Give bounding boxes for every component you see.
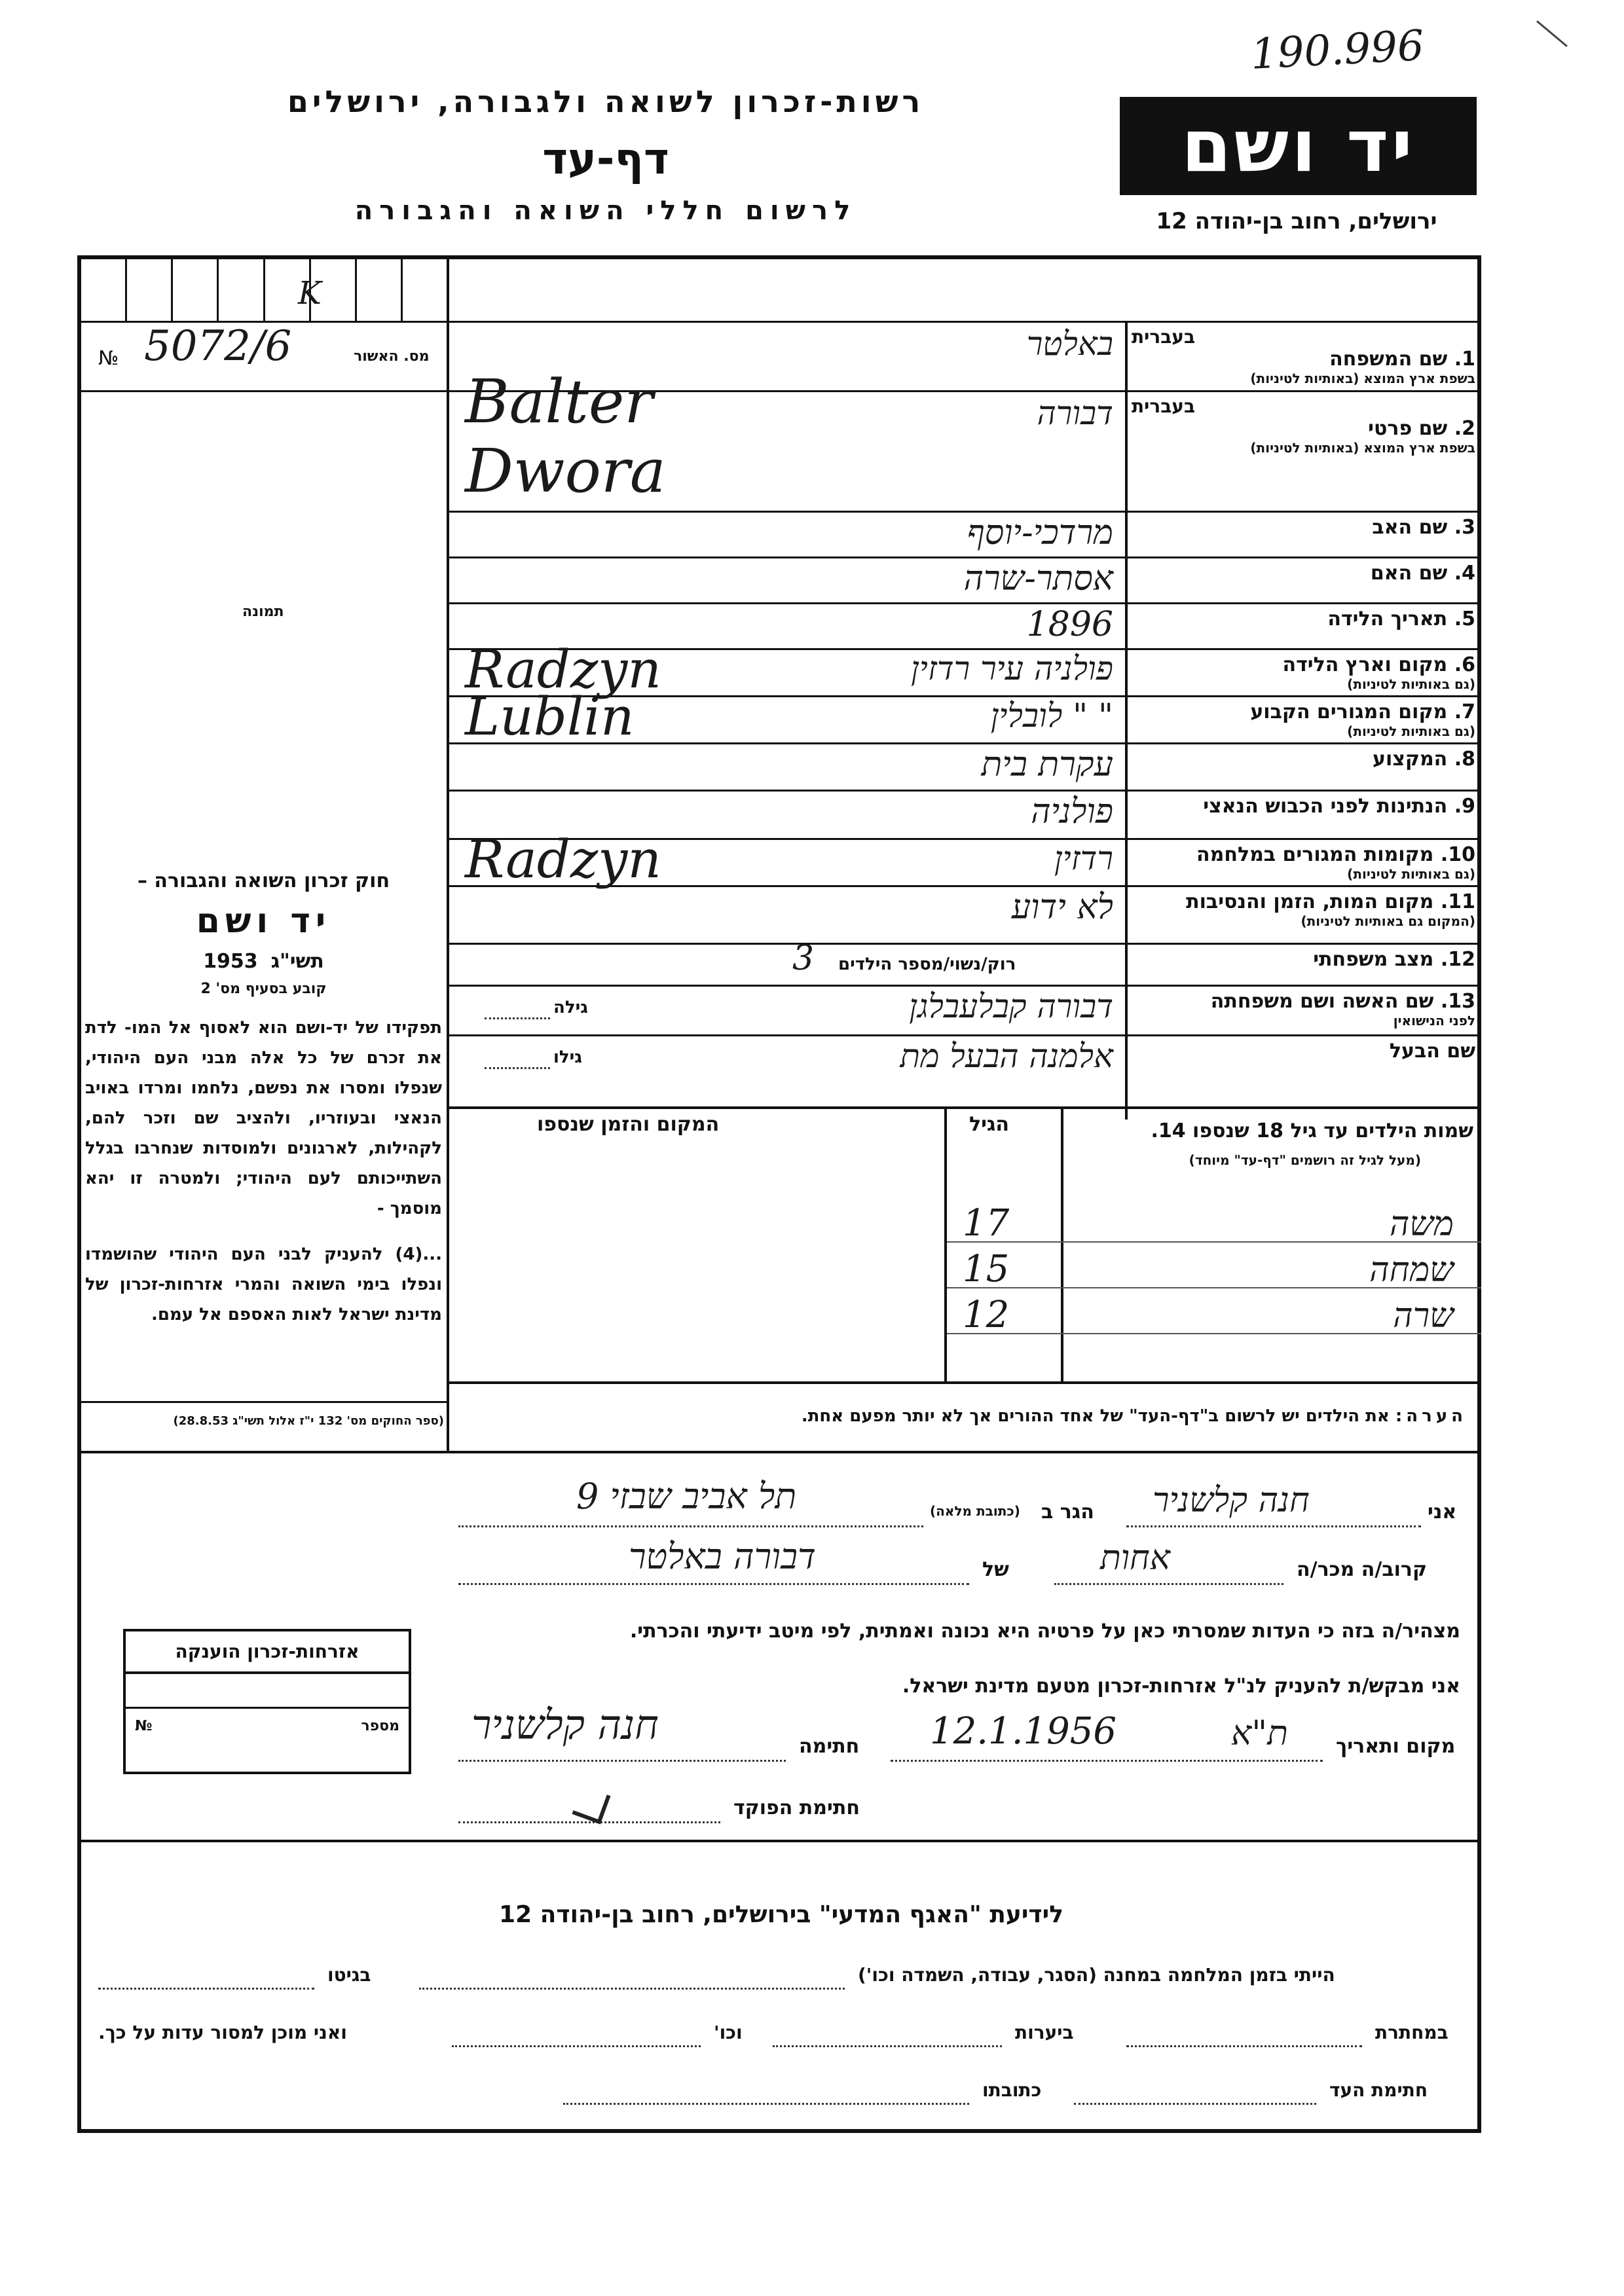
value-latin: Lublin (465, 686, 635, 747)
form-title: דף-עד (542, 134, 669, 184)
value-hebrew: מרדכי-יוסף (967, 513, 1113, 553)
header (229, 72, 982, 242)
field-label-10 (1132, 843, 1475, 882)
field-label-text: שם פרטי (1368, 417, 1448, 440)
children-number: 14. (1151, 1120, 1186, 1142)
field-label-6 (1132, 653, 1475, 692)
value-latin: Radzyn (465, 639, 661, 700)
approval-mark: K (298, 275, 322, 312)
field-label-text: הנתינות לפני הכבוש הנאצי (1203, 795, 1448, 818)
declarant-name: חנה קלשניר (1153, 1481, 1310, 1520)
value-hebrew: דבורה (1037, 394, 1113, 432)
footer-camp-label: הייתי בזמן המלחמה במחנה (הסגר, עבודה, השמדה וכו') (858, 1964, 1335, 1986)
value-hebrew: עקרת בית (981, 745, 1113, 784)
citizenship-no-symbol: № (135, 1718, 153, 1734)
field-number: 11. (1440, 890, 1475, 913)
value-hebrew: אלמנה הבעל מת (900, 1037, 1113, 1075)
field-number: 6. (1454, 653, 1475, 676)
field-sublabel: בשפת ארץ המוצא (באותיות לטיניות) (1250, 371, 1475, 386)
footer-ghetto-label: בגיטו (327, 1964, 371, 1986)
field-label-7 (1132, 701, 1475, 739)
field-sublabel: (גם באותיות לטיניות) (1347, 723, 1475, 739)
place-value: ת"א (1231, 1714, 1288, 1753)
approval-number: 5072/6 (144, 322, 292, 371)
form-subtitle: לרשום חללי השואה והגבורה (354, 196, 857, 226)
child-name: שרה (1393, 1296, 1454, 1336)
field-number: 7. (1454, 701, 1475, 723)
field-label-3 (1132, 516, 1475, 539)
signature-value: חנה קלשניר (471, 1701, 659, 1749)
value-hebrew: " " לובלין (990, 697, 1113, 735)
declarant-i-label: אני (1428, 1501, 1457, 1523)
children-count: 3 (792, 939, 815, 978)
note-text: את הילדים יש לרשום ב"דף-העד" של אחד ההורים אך לא יותר מפעם אחת. (801, 1406, 1390, 1426)
of-value: דבורה באלטר (629, 1536, 816, 1577)
field-number: 2. (1454, 417, 1475, 440)
footer-testimony-text: ואני מוכן למסור עדות על כך. (98, 2022, 347, 2043)
field-number: 8. (1454, 748, 1475, 771)
value-hebrew: דבורה קבלעבלגן (909, 987, 1113, 1025)
field-label-text: מקום המגורים הקבוע (1250, 701, 1448, 723)
declarant-address-hint: (כתובת מלאה) (930, 1503, 1020, 1519)
declarant-resides-label: הגר ב (1041, 1501, 1094, 1523)
field-label-text: מקום המות, הזמן והנסיבות (1186, 890, 1434, 913)
value-hebrew: פולניה עיר רדזין (911, 649, 1113, 687)
children-place-header: המקום והזמן שנספו (537, 1113, 720, 1136)
field-label-9 (1132, 795, 1475, 818)
child-age: 15 (963, 1248, 1010, 1290)
photo-label: תמונה (242, 604, 284, 620)
note (458, 1406, 1467, 1426)
footer-address-label: כתובתו (982, 2079, 1042, 2101)
age-label: גילה (553, 998, 588, 1017)
value-hebrew: 1896 (1026, 605, 1113, 644)
child-age: 12 (963, 1294, 1010, 1336)
official-signature-label: חתימת הפוקד (733, 1796, 860, 1819)
footer-witness-signature-label: חתימת העד (1329, 2079, 1428, 2101)
field-label-text: שם הבעל (1389, 1040, 1475, 1063)
hebrew-tag: בעברית (1132, 395, 1196, 417)
value-hebrew: באלטר (1026, 325, 1113, 363)
field-label-5 (1132, 608, 1475, 630)
children-label (1067, 1120, 1473, 1142)
field-sublabel: לפני הנישואין (1393, 1013, 1475, 1029)
value-latin: Balter (465, 367, 654, 437)
children-age-header: הגיל (969, 1113, 1009, 1136)
field-number: 10. (1440, 843, 1475, 866)
yad-vashem-logo (1120, 97, 1477, 195)
approval-no-symbol: № (98, 347, 119, 370)
value-latin: Dwora (465, 436, 666, 506)
field-label-13 (1132, 990, 1475, 1029)
field-number: 4. (1454, 562, 1475, 585)
field-label-text: שם האם (1370, 562, 1448, 585)
field-sublabel: בשפת ארץ המוצא (באותיות לטיניות) (1250, 440, 1475, 456)
place-date-label: מקום ותאריך (1336, 1735, 1456, 1758)
citizenship-number-label: מספר (361, 1718, 399, 1734)
field-number: 12. (1440, 948, 1475, 971)
footer-underground-label: במחתרת (1375, 2022, 1449, 2043)
children-title: שמות הילדים עד גיל 18 שנספו (1192, 1120, 1473, 1142)
of-label: של (982, 1558, 1009, 1581)
field-label-text: שם המשפחה (1329, 348, 1448, 371)
field-number: 9. (1454, 795, 1475, 818)
law-section: קובע בסעיף מס' 2 (200, 981, 327, 997)
value-hebrew: לא ידוע (1011, 888, 1113, 927)
law-text-1: תפקידו של יד-ושם הוא לאסוף אל המו- לדת את זכרם של כל אלה מבני העם היהודי, שנפלו ומסרו את נפשם, נלחמו ומרדו באויב הנאצי ובעוזריו, ולהציב שם וזכר להם, לקהילות, לארגונים ולמוסדות שנחרבו בגלל השתייכותם לעם היהודי; ולמטרה זו יהא מוסמך - (85, 1018, 442, 1218)
field-label-text: מצב משפחתי (1313, 948, 1434, 971)
footer-etc-label: וכו' (714, 2022, 743, 2043)
field-label-12 (1132, 948, 1475, 971)
value-hebrew: אסתר-שרה (963, 559, 1113, 598)
value-hebrew: רדזין (1054, 839, 1113, 877)
field-sublabel: (גם באותיות לטיניות) (1347, 676, 1475, 692)
field-label-11 (1132, 890, 1475, 929)
field-label-4 (1132, 562, 1475, 585)
field-sublabel: (המקום גם באותיות לטיניות) (1301, 913, 1475, 929)
child-name: שמחה (1369, 1250, 1454, 1290)
value-latin: Radzyn (465, 829, 661, 890)
field-label-text: מקומות המגורים במלחמה (1196, 843, 1434, 866)
footer-forests-label: ביערות (1015, 2022, 1074, 2043)
field-label-text: המקצוע (1372, 748, 1448, 771)
relation-value: אחות (1100, 1539, 1170, 1578)
field-number: 13. (1440, 990, 1475, 1013)
header-address: ירושלים, רחוב בן-יהודה 12 (1156, 208, 1437, 234)
law-source: (ספר החוקים מס' 132 י"ז אלול תשי"ג 28.8.53) (173, 1414, 444, 1428)
family-status-options: רוק/נשוי/מספר הילדים (838, 955, 1016, 974)
law-hebrew-year: תשי"ג (270, 950, 324, 973)
law-name: יד ושם (196, 902, 331, 941)
child-age: 17 (963, 1202, 1010, 1245)
field-number: 5. (1454, 608, 1475, 630)
children-sub: (מעל לגיל זה רושמים "דף-עד" מיוחד) (1189, 1152, 1421, 1168)
law-title: חוק זכרון השואה והגבורה – (137, 869, 390, 892)
request-text: אני מבקש/ת להעניק לנ"ל אזרחות-זכרון מטעם מדינת ישראל. (902, 1675, 1460, 1698)
stamp-number: 190.996 (1249, 22, 1426, 79)
logo-text: יד ושם (1181, 104, 1416, 188)
law-text-2: ...(4) להעניק לבני העם היהודי שהושמדו ונפלו בימי השואה והמרי אזרחות-זכרון של מדינת ישראל לאות האספם אל עמם. (85, 1245, 442, 1324)
age-label: גילו (553, 1048, 582, 1067)
child-name: משה (1389, 1205, 1454, 1244)
field-sublabel: (גם באותיות לטיניות) (1347, 866, 1475, 882)
field-label-2 (1132, 395, 1475, 456)
field-label-8 (1132, 748, 1475, 771)
law-block (85, 869, 442, 1330)
field-label-text: שם האשה ושם משפחתה (1210, 990, 1434, 1013)
field-label-14 (1132, 1040, 1475, 1063)
date-value: 12.1.1956 (930, 1710, 1117, 1753)
signature-label: חתימה (799, 1735, 860, 1758)
field-label-text: מקום וארץ הלידה (1282, 653, 1448, 676)
corner-mark (1536, 20, 1568, 47)
declaration-text: מצהיר/ה בזה כי העדות שמסרתי כאן על פרטיה היא נכונה ואמתית, לפי מיטב ידיעתי והכרתי. (629, 1620, 1460, 1643)
hebrew-tag: בעברית (1132, 326, 1196, 348)
value-hebrew: פולניה (1031, 792, 1113, 831)
grid-boxes (81, 259, 447, 321)
approval-label: מס. האשור (354, 348, 430, 365)
field-number: 1. (1454, 348, 1475, 371)
citizenship-box-title: אזרחות-זכרון הוענקה (126, 1631, 409, 1674)
field-label-1 (1132, 326, 1475, 386)
footer-title: לידיעת "האגף המדעי" בירושלים, רחוב בן-יהודה 12 (499, 1901, 1063, 1928)
field-label-text: שם האב (1372, 516, 1448, 539)
authority-title: רשות-זכרון לשואה ולגבורה, ירושלים (287, 84, 925, 119)
citizenship-box (123, 1629, 411, 1774)
law-year: 1953 (203, 950, 258, 973)
field-number: 3. (1454, 516, 1475, 539)
declarant-address: תל אביב שבזי 9 (576, 1476, 797, 1517)
relation-label: קרוב/ה מכר/ה (1297, 1558, 1428, 1581)
note-label: הערה: (1395, 1406, 1467, 1426)
field-label-text: תאריך הלידה (1327, 608, 1448, 630)
